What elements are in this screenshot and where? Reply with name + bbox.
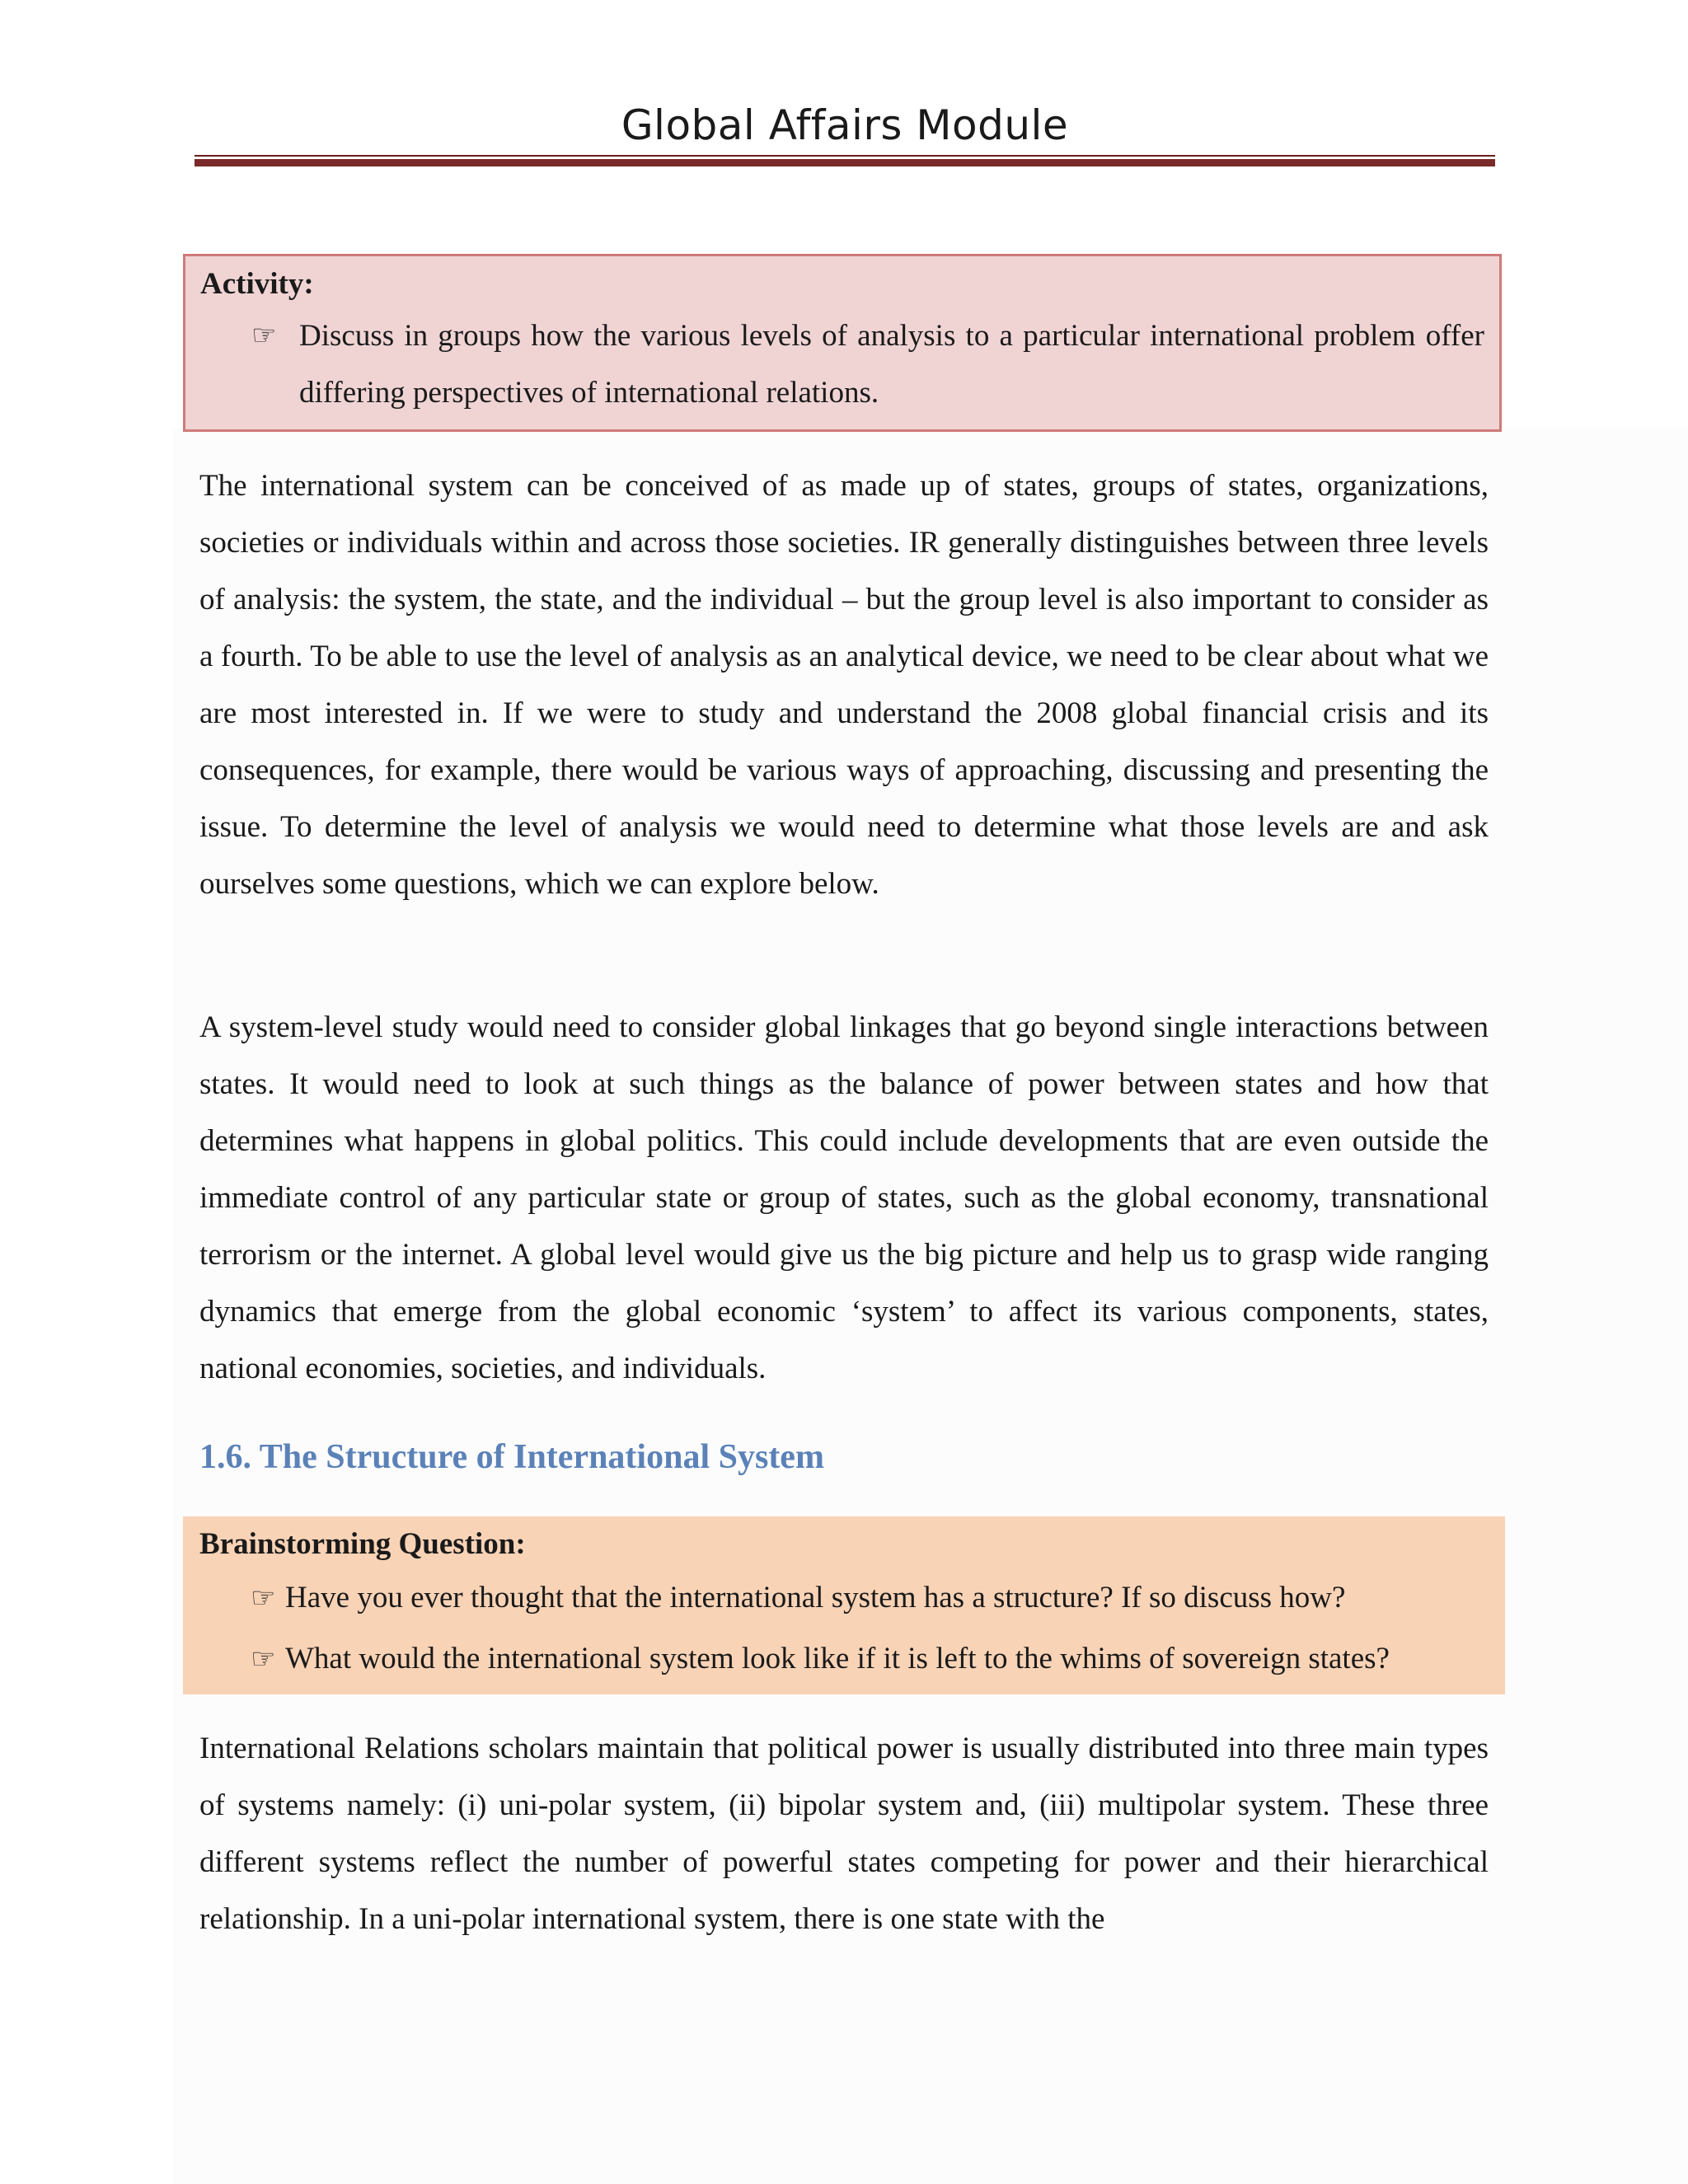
pointing-hand-icon: ☞	[251, 319, 277, 352]
brainstorming-heading: Brainstorming Question:	[199, 1527, 526, 1561]
paragraph-levels-of-analysis: The international system can be conceived of as made up of states, groups of states, organizations, societies or individuals within and across those societies. IR generally distinguishes between three levels of analysis: the system, the state, and the individual – but the group level is also important to consider as a fourth. To be able to use the level of analysis as an analytical device, we need to be clear about what we are most interested in. If we were to study and understand the 2008 global financial crisis and its consequences, for example, there would be various ways of approaching, discussing and presenting the issue. To determine the level of analysis we would need to determine what those levels are and ask ourselves some questions, which we can explore below.	[199, 469, 1489, 901]
brainstorming-item	[199, 1568, 1489, 1629]
activity-heading: Activity:	[200, 267, 314, 301]
activity-item-text: Discuss in groups how the various levels of analysis to a particular international problem offer differing perspectives of international relations.	[299, 319, 1484, 410]
pointing-hand-icon: ☞	[251, 1582, 276, 1615]
brainstorming-item-text: Have you ever thought that the international system has a structure? If so discuss how?	[285, 1581, 1346, 1615]
module-title: Global Affairs Module	[621, 101, 1069, 149]
page-header	[195, 99, 1495, 166]
activity-box	[183, 254, 1502, 432]
paragraph-system-level: A system-level study would need to consider global linkages that go beyond single interactions between states. It would need to look at such things as the balance of power between states and how that determines what happens in global politics. This could include developments that are even outside the immediate control of any particular state or group of states, such as the global economy, transnational terrorism or the internet. A global level would give us the big picture and help us to grasp wide ranging dynamics that emerge from the global economic ‘system’ to affect its various components, states, national economies, societies, and individuals.	[199, 1010, 1489, 1385]
brainstorming-item	[199, 1629, 1489, 1690]
header-rule-thick	[195, 159, 1495, 166]
section-heading: 1.6. The Structure of International System	[199, 1438, 824, 1476]
pointing-hand-icon: ☞	[251, 1643, 276, 1675]
paragraph-power-distribution: International Relations scholars maintain that political power is usually distributed into three main types of systems namely: (i) uni-polar system, (ii) bipolar system and, (iii) multipolar system. These three different systems reflect the number of powerful states competing for power and their hierarchical relationship. In a uni-polar international system, there is one state with the	[199, 1732, 1489, 1936]
header-rule-thin	[195, 155, 1495, 157]
activity-item	[200, 307, 1484, 421]
brainstorming-item-text: What would the international system look like if it is left to the whims of sovereign states?	[285, 1642, 1390, 1675]
brainstorming-box	[183, 1516, 1505, 1694]
